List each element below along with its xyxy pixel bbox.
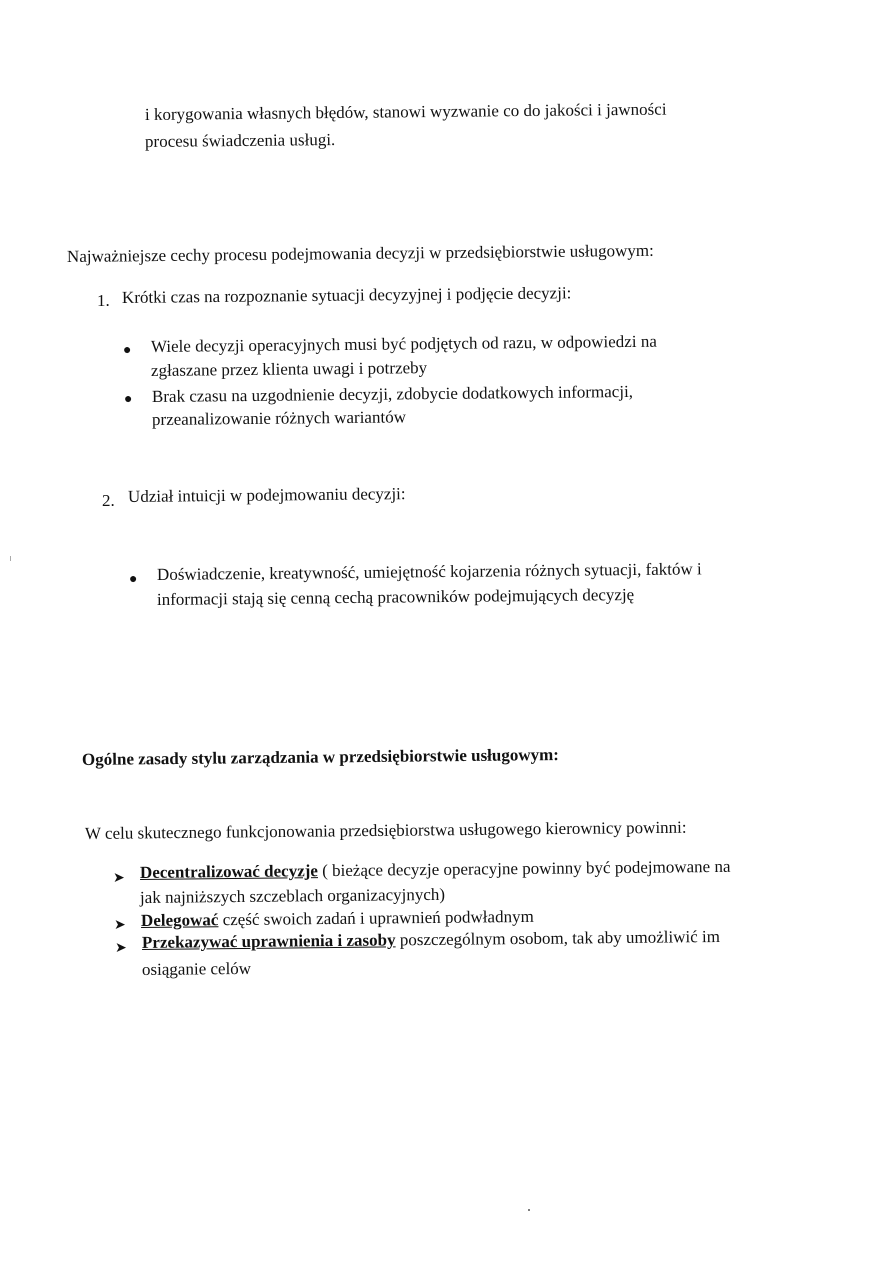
section2-item2-rest: część swoich zadań i uprawnień podwładnym [218, 906, 534, 930]
arrow-bullet-icon: ➤ [114, 918, 126, 933]
bullet-icon: ● [129, 572, 138, 587]
item2-number: 2. [102, 491, 115, 510]
arrow-bullet-icon: ➤ [115, 941, 127, 956]
item1-label: Krótki czas na rozpoznanie sytuacji decyzyjnej i podjęcie decyzji: [121, 283, 572, 307]
item1-bullet2-line2: przeanalizowanie różnych wariantów [151, 407, 407, 429]
bullet-icon: ● [123, 343, 132, 358]
intro-line-2: procesu świadczenia usługi. [144, 130, 336, 151]
section1-heading: Najważniejsze cechy procesu podejmowania decyzji w przedsiębiorstwie usługowym: [66, 240, 654, 266]
bullet-icon: ● [124, 392, 133, 407]
intro-line-1: i korygowania własnych błędów, stanowi wyzwanie co do jakości i jawności [144, 99, 667, 124]
section2-item1-line2: jak najniższych szczeblach organizacyjnych) [139, 884, 446, 907]
item1-bullet1-line1: Wiele decyzji operacyjnych musi być podjętych od razu, w odpowiedzi na [150, 331, 657, 356]
item1-bullet1-line2: zgłaszane przez klienta uwagi i potrzeby [150, 358, 428, 380]
item2-bullet1-line1: Doświadczenie, kreatywność, umiejętność kojarzenia różnych sytuacji, faktów i [156, 559, 702, 584]
section2-item1-line1 [140, 856, 731, 884]
section2-item3-line2: osiąganie celów [141, 958, 252, 979]
item2-bullet1-line2: informacji stają się cenną cechą pracowników podejmujących decyzję [156, 585, 635, 609]
arrow-bullet-icon: ➤ [113, 871, 125, 886]
section2-item1-key: Decentralizować decyzje [139, 861, 319, 882]
section2-item3-key: Przekazywać uprawnienia i zasoby [141, 930, 396, 952]
scan-speck [528, 1209, 530, 1211]
section2-intro: W celu skutecznego funkcjonowania przedsiębiorstwa usługowego kierownicy powinni: [84, 817, 687, 843]
section2-item2-key: Delegować [140, 910, 219, 930]
item1-bullet2-line1: Brak czasu na uzgodnienie decyzji, zdobycie dodatkowych informacji, [151, 381, 634, 406]
section2-item3-line1 [142, 926, 720, 954]
section2-item1-rest: ( bieżące decyzje operacyjne powinny być podejmowane na [317, 856, 731, 881]
item1-number: 1. [97, 291, 110, 310]
scan-edge-mark [10, 556, 11, 561]
item2-label: Udział intuicji w podejmowaniu decyzji: [127, 484, 406, 506]
section2-item3-rest: poszczególnym osobom, tak aby umożliwić im [395, 926, 721, 950]
section2-heading: Ogólne zasady stylu zarządzania w przedsiębiorstwie usługowym: [81, 745, 560, 769]
